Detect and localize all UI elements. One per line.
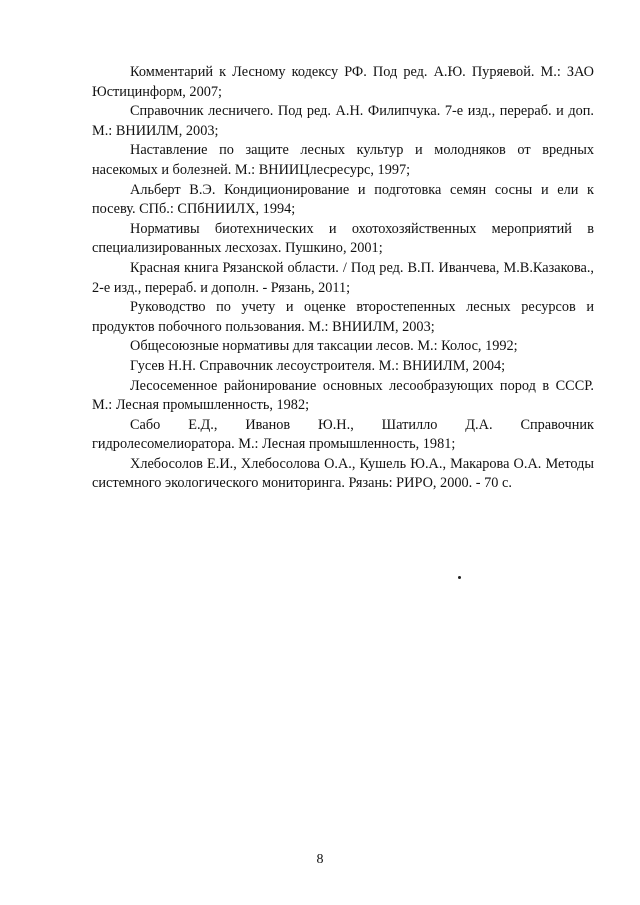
reference-item: Красная книга Рязанской области. / Под ред. В.П. Иванчева, М.В.Казакова., 2-е изд., перераб. и дополн. - Рязань, 2011; [92,259,594,296]
reference-item: Сабо Е.Д., Иванов Ю.Н., Шатилло Д.А. Справочник гидролесомелиоратора. М.: Лесная промышленность, 1981; [92,416,594,453]
reference-list [92,63,594,494]
reference-item: Нормативы биотехнических и охотохозяйственных мероприятий в специализированных лесхозах. Пушкино, 2001; [92,220,594,257]
page-number: 8 [316,852,324,867]
reference-item: Справочник лесничего. Под ред. А.Н. Филипчука. 7-е изд., перераб. и доп. М.: ВНИИЛМ, 2003; [92,103,594,139]
reference-item: Комментарий к Лесному кодексу РФ. Под ред. А.Ю. Пуряевой. М.: ЗАО Юстицинформ, 2007; [92,64,594,100]
reference-item: Наставление по защите лесных культур и молодняков от вредных насекомых и болезней. М.: ВНИИЦлесресурс, 1997; [92,142,594,178]
reference-item: Хлебосолов Е.И., Хлебосолова О.А., Кушель Ю.А., Макарова О.А. Методы системного экологического мониторинга. Рязань: РИРО, 2000. - 70 с. [92,455,594,492]
stray-dot [458,576,461,579]
reference-item: Гусев Н.Н. Справочник лесоустроителя. М.: ВНИИЛМ, 2004; [130,357,506,374]
reference-item: Руководство по учету и оценке второстепенных лесных ресурсов и продуктов побочного пользования. М.: ВНИИЛМ, 2003; [92,299,594,335]
reference-item: Лесосеменное районирование основных лесообразующих пород в СССР. М.: Лесная промышленность, 1982; [92,377,594,414]
reference-item: Альберт В.Э. Кондиционирование и подготовка семян сосны и ели к посеву. СПб.: СПбНИИЛХ, 1994; [92,181,594,218]
reference-item: Общесоюзные нормативы для таксации лесов. М.: Колос, 1992; [130,338,518,355]
